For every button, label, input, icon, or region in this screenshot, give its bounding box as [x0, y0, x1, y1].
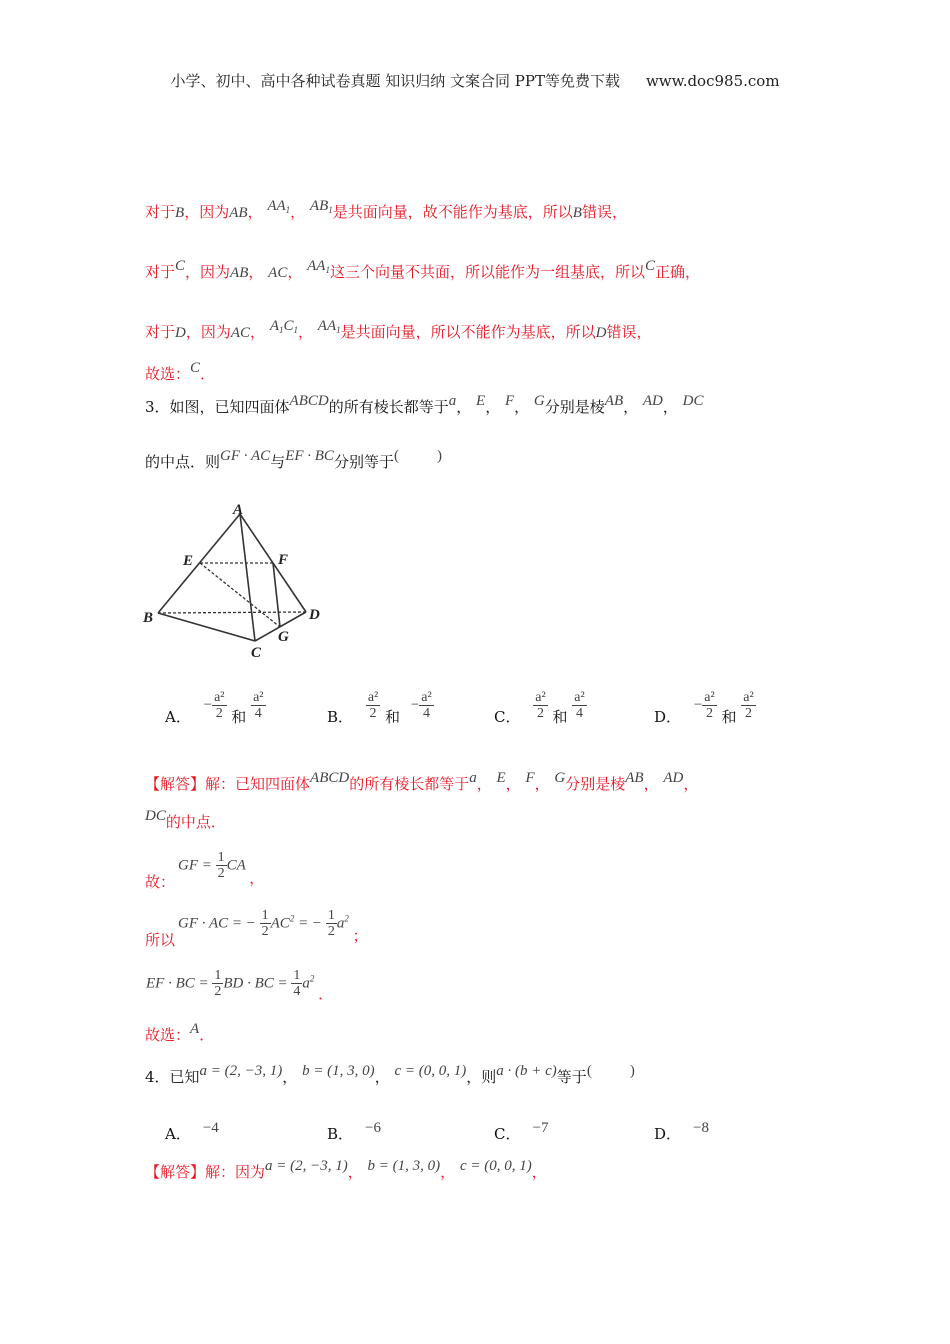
- q3-line1: 3．如图，已知四面体ABCD的所有棱长都等于a， E， F， G分别是棱AB， AD， DC: [145, 393, 704, 416]
- q3-option-d[interactable]: D． − $\frac{\text{a²}}{2}$ 和 $\frac{\text{a²}}{2}$: [654, 690, 754, 726]
- sol4-line: 【解答】解：因为a = (2, −3, 1)， b = (1, 3, 0)， c = (0, 0, 1)，: [145, 1158, 547, 1181]
- prev-answer: 故选：C．: [145, 360, 216, 383]
- sol3-suoyi: 所以: [145, 931, 176, 949]
- header-site: www.doc985.com: [645, 72, 780, 90]
- sol3-eq1: GF = $\frac{1}{2}$ CA ，: [178, 850, 265, 888]
- label-f: F: [278, 552, 289, 568]
- sol3-answer: 故选：A．: [145, 1021, 215, 1044]
- edge-bd-hidden: [158, 612, 306, 613]
- solution-line-b: 对于B，因为AB， $AA_1$， $AB_1$是共面向量，故不能作为基底，所以B错误，: [145, 198, 627, 221]
- edge-bc: [158, 613, 255, 641]
- q4-line: 4．已知a = (2, −3, 1)， b = (1, 3, 0)， c = (0, 0, 1)，则a · (b + c)等于( ): [145, 1063, 635, 1086]
- label-b: B: [143, 610, 154, 626]
- q4-option-b[interactable]: B． −6: [327, 1120, 381, 1143]
- q3-line2: 的中点．则GF · AC与EF · BC分别等于( ): [145, 448, 442, 471]
- q4-option-c[interactable]: C． −7: [494, 1120, 549, 1143]
- sol3-eq3: EF · BC = $\frac{1}{2}$ BD · BC = $\frac{1}{4}$ $a^2$ ．: [146, 968, 334, 1004]
- q3-option-a[interactable]: A． − $\frac{\text{a²}}{2}$ 和 $\frac{\text{a²}}{4}$: [165, 690, 264, 726]
- segment-eg-hidden: [200, 563, 280, 627]
- sol3-eq2: GF · AC = − $\frac{1}{2}$ $AC^2$ = − $\frac{1}{2}$ $a^2$ ；: [178, 908, 368, 946]
- tetrahedron-diagram: [138, 498, 328, 664]
- sol3-gu: 故：: [145, 873, 176, 891]
- label-d: D: [309, 607, 320, 623]
- label-a: A: [233, 502, 244, 518]
- label-g: G: [278, 629, 289, 645]
- solution-line-d: 对于D，因为AC， $A_1C_1$， $AA_1$是共面向量，所以不能作为基底，所以D错误，: [145, 318, 652, 341]
- solution-line-c: 对于C，因为AB， AC， $AA_1$这三个向量不共面，所以能作为一组基底，所以C正确，: [145, 258, 700, 281]
- q4-option-a[interactable]: A． −4: [165, 1120, 219, 1143]
- page-header: [0, 70, 950, 91]
- q3-option-b[interactable]: B． $\frac{\text{a²}}{2}$ 和 − $\frac{\text{a²}}{4}$: [327, 690, 432, 726]
- sol3-line1: 【解答】解：已知四面体ABCD的所有棱长都等于a， E， F， G分别是棱AB， AD，: [145, 770, 699, 793]
- sol3-line2: DC的中点．: [145, 808, 226, 831]
- q4-option-d[interactable]: D． −8: [654, 1120, 709, 1143]
- header-text: 小学、初中、高中各种试卷真题 知识归纳 文案合同 PPT等免费下载: [170, 72, 620, 90]
- label-e: E: [183, 553, 194, 569]
- q3-option-c[interactable]: C． $\frac{\text{a²}}{2}$ 和 $\frac{\text{a²}}{4}$: [494, 690, 585, 726]
- label-c: C: [251, 645, 262, 661]
